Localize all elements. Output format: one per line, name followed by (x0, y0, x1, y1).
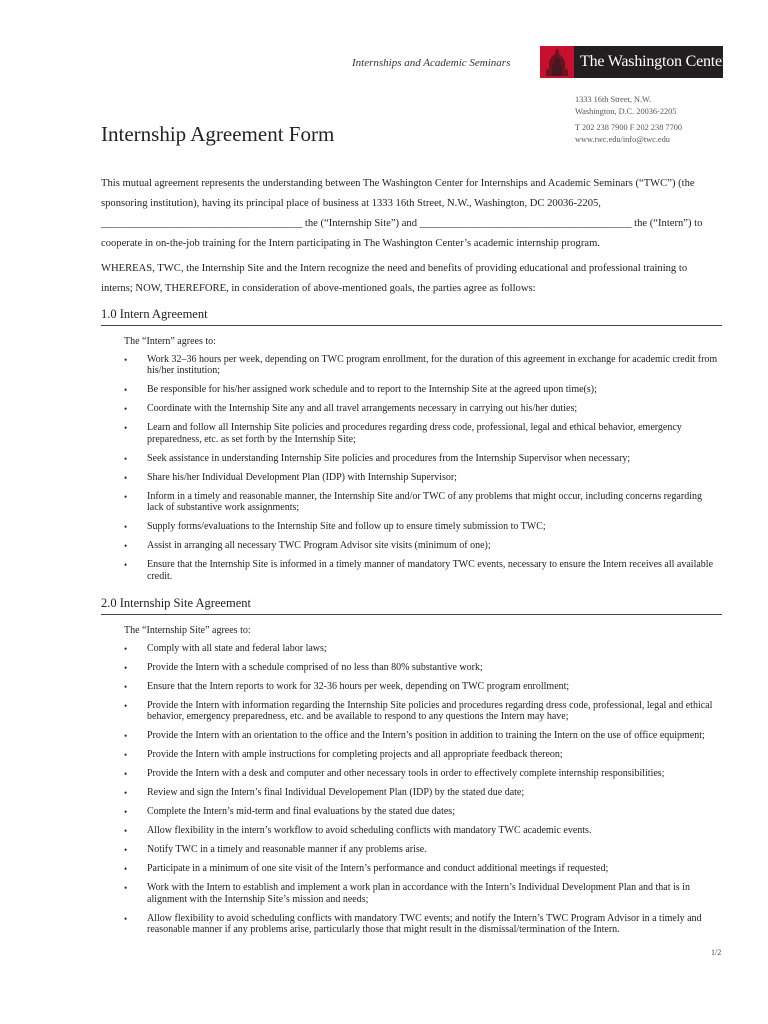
intro-paragraph: This mutual agreement represents the understanding between The Washington Center for Internships and Academic Seminars (“TWC”) (the sponsoring institution), having its principal place of business at 1333 16th Street, N.W., Washington, DC 20036-2205, ______________________________________ the (“Internship Site”) and ________________________________________ the (“Intern”) to cooperate in on-the-job training for the Intern participating in The Washington Center’s academic internship program. (101, 178, 703, 249)
list-item: • Ensure that the Internship Site is informed in a timely manner of mandatory TWC events, necessary to ensure the Intern receives all available credit. (124, 559, 721, 582)
list-item: • Review and sign the Intern’s final Individual Developement Plan (IDP) by the stated due date; (124, 787, 721, 799)
address-line: Washington, D.C. 20036-2205 (575, 106, 677, 116)
list-item: • Supply forms/evaluations to the Internship Site and follow up to ensure timely submission to TWC; (124, 521, 721, 533)
header-tagline: Internships and Academic Seminars (352, 57, 511, 69)
section-heading-internship-site-agreement: 2.0 Internship Site Agreement (101, 596, 722, 615)
list-item: • Work with the Intern to establish and implement a work plan in accordance with the Intern’s Individual Development Plan and that is in alignment with the Internship Site’s mission and needs; (124, 882, 721, 905)
list-item: • Notify TWC in a timely and reasonable manner if any problems arise. (124, 844, 721, 856)
list-item: • Be responsible for his/her assigned work schedule and to report to the Internship Site at the agreed upon time(s); (124, 384, 721, 396)
list-item: • Coordinate with the Internship Site any and all travel arrangements necessary in carrying out his/her duties; (124, 403, 721, 415)
address-line: 1333 16th Street, N.W. (575, 95, 652, 104)
section-lead: The “Internship Site” agrees to: (124, 625, 251, 636)
list-item: • Provide the Intern with ample instructions for completing projects and all appropriate feedback thereon; (124, 749, 721, 761)
web-email-line: www.twc.edu/info@twc.edu (575, 134, 670, 144)
list-item: • Share his/her Individual Development Plan (IDP) with Internship Supervisor; (124, 472, 721, 484)
page-title: Internship Agreement Form (101, 122, 335, 146)
intro-paragraph: WHEREAS, TWC, the Internship Site and the Intern recognize the need and benefits of providing educational and professional training to interns; NOW, THEREFORE, in consideration of above-mentioned goals, the parties agree as follows: (101, 263, 688, 294)
site-obligations-list (124, 643, 721, 936)
dome-silhouette-icon (540, 46, 574, 78)
list-item: • Provide the Intern with a desk and computer and other necessary tools in order to effectively complete internship responsibilities; (124, 768, 721, 780)
list-item: • Allow flexibility to avoid scheduling conflicts with mandatory TWC events; and notify the Intern’s TWC Program Advisor in a timely and reasonable manner if any problems arise, particularly those that might result in the dismissal/termination of the Intern. (124, 913, 721, 936)
list-item: • Complete the Intern’s mid-term and final evaluations by the stated due dates; (124, 806, 721, 818)
list-item: • Provide the Intern with an orientation to the office and the Intern’s position in addition to training the Intern on the use of office equipment; (124, 730, 721, 742)
section-internship-site-agreement (124, 625, 721, 943)
list-item: • Ensure that the Intern reports to work for 32-36 hours per week, depending on TWC program enrollment; (124, 681, 721, 693)
intro (101, 174, 721, 299)
list-item: • Assist in arranging all necessary TWC Program Advisor site visits (minimum of one); (124, 540, 721, 552)
list-item: • Participate in a minimum of one site visit of the Intern’s performance and conduct additional meetings if requested; (124, 863, 721, 875)
list-item: • Comply with all state and federal labor laws; (124, 643, 721, 655)
address-block (575, 94, 682, 145)
list-item: • Seek assistance in understanding Internship Site policies and procedures from the Internship Supervisor when necessary; (124, 453, 721, 465)
list-item: • Provide the Intern with a schedule comprised of no less than 80% substantive work; (124, 662, 721, 674)
section-intern-agreement (124, 336, 721, 590)
section-lead: The “Intern” agrees to: (124, 336, 216, 347)
logo-text: The Washington Center (580, 53, 728, 70)
list-item: • Learn and follow all Internship Site policies and procedures regarding dress code, professional, legal and ethical behavior, emergency preparedness, etc. as set forth by the Internship Site; (124, 422, 721, 445)
intern-obligations-list (124, 354, 721, 583)
list-item: • Allow flexibility in the intern’s workflow to avoid scheduling conflicts with mandatory TWC academic events. (124, 825, 721, 837)
list-item: • Provide the Intern with information regarding the Internship Site policies and procedures regarding dress code, professional, legal and ethical behavior, emergency preparedness, etc. and be available to respond to any questions the Intern may have; (124, 700, 721, 723)
section-heading-intern-agreement: 1.0 Intern Agreement (101, 307, 722, 326)
phone-fax-line: T 202 238 7900 F 202 238 7700 (575, 123, 683, 132)
twc-logo (540, 46, 728, 78)
list-item: • Inform in a timely and reasonable manner, the Internship Site and/or TWC of any problems that might occur, including concerns regarding lack of substantive work assignments; (124, 491, 721, 514)
list-item: • Work 32–36 hours per week, depending on TWC program enrollment, for the duration of this agreement in exchange for academic credit from his/her institution; (124, 354, 721, 377)
page-number: 1/2 (711, 948, 722, 957)
